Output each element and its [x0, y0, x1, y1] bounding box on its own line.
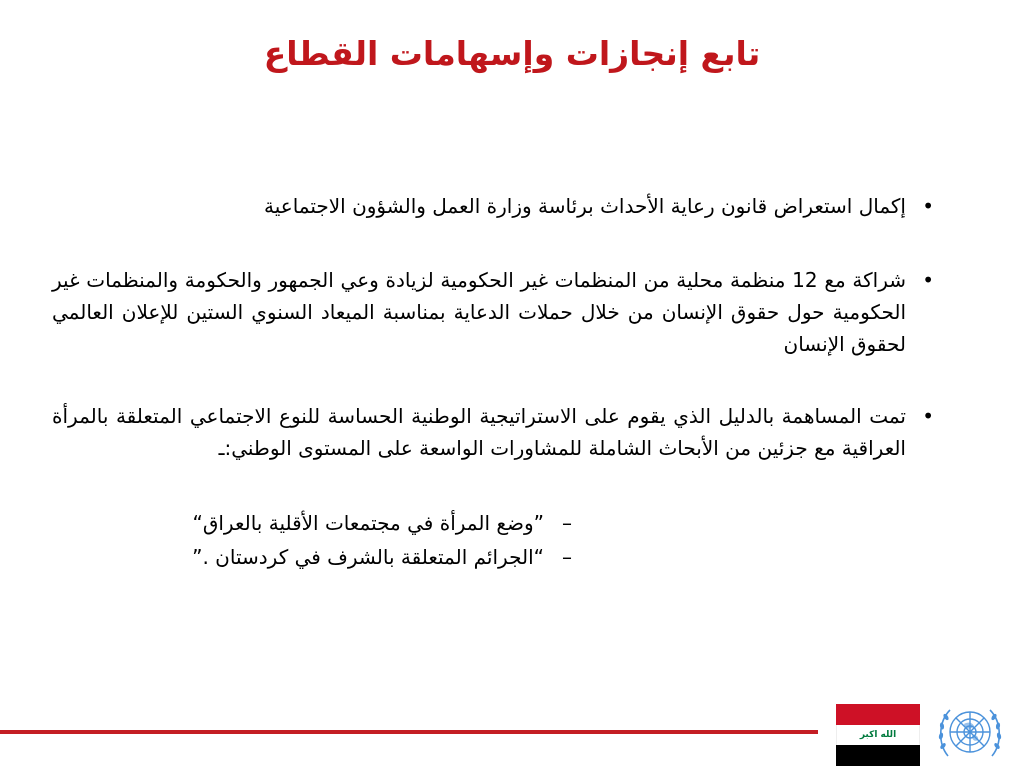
iraq-flag-icon	[836, 704, 920, 766]
slide-body	[52, 190, 934, 574]
flag-inscription: الله اكبر	[859, 730, 897, 740]
bullet-item	[52, 190, 934, 222]
bullet-item	[52, 400, 934, 464]
footer-divider	[0, 730, 818, 734]
bullet-text: إكمال استعراض قانون رعاية الأحداث برئاسة وزارة العمل والشؤون الاجتماعية	[264, 194, 906, 218]
sub-item-marker: –	[562, 545, 572, 569]
bullet-marker: •	[922, 268, 934, 292]
sub-item	[52, 540, 578, 574]
sub-item-text: “الجرائم المتعلقة بالشرف في كردستان .”	[192, 545, 544, 569]
bullet-item	[52, 264, 934, 360]
flag-white-stripe	[836, 725, 920, 745]
bullet-marker: •	[922, 194, 934, 218]
flag-red-stripe	[836, 704, 920, 725]
sub-item	[52, 506, 578, 540]
un-emblem-icon	[934, 698, 1006, 768]
sub-list	[52, 506, 934, 574]
bullet-marker: •	[922, 404, 934, 428]
slide-title: تابع إنجازات وإسهامات القطاع	[263, 34, 761, 73]
sub-item-text: ”وضع المرأة في مجتمعات الأقلية بالعراق“	[192, 511, 544, 535]
bullet-text: شراكة مع 12 منظمة محلية من المنظمات غير الحكومية لزيادة وعي الجمهور والحكومة والمنظمات غير الحكومية حول حقوق الإنسان من خلال حملات الدعاية بمناسبة الميعاد السنوي الستين للإعلان العالمي لحقوق الإنسان	[52, 268, 906, 356]
bullet-text: تمت المساهمة بالدليل الذي يقوم على الاستراتيجية الوطنية الحساسة للنوع الاجتماعي المتعلقة بالمرأة العراقية مع جزئين من الأبحاث الشاملة للمشاورات الواسعة على المستوى الوطني:ـ	[52, 404, 906, 460]
flag-black-stripe	[836, 745, 920, 766]
sub-item-marker: –	[562, 511, 572, 535]
